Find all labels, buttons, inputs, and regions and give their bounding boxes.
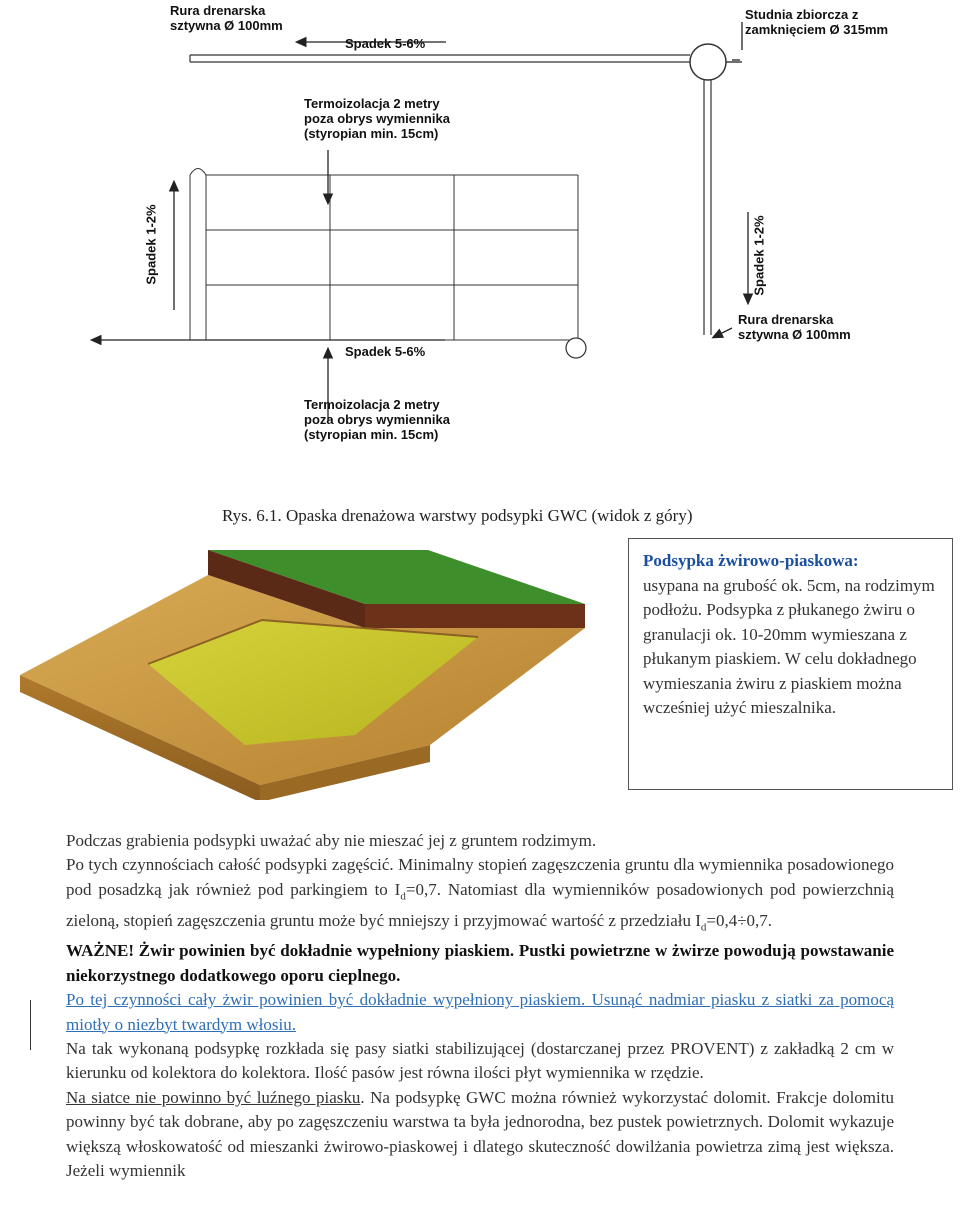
soil-layer-front: [365, 604, 585, 628]
well-label-line2: zamknięciem Ø 315mm: [745, 22, 889, 37]
arrows: [95, 22, 748, 420]
p2-part-c: =0,4÷0,7.: [706, 910, 773, 930]
slope-top-label: Spadek 5-6%: [345, 36, 426, 51]
paragraph-5: Na tak wykonaną podsypkę rozkłada się pasy siatki stabilizującej (dostarczanej przez PROVENT) z zakładką 2 cm w kierunku od kolektora do kolektora. Ilość pasów jest równa ilości płyt wymiennika w rzędzie.: [66, 1039, 894, 1083]
paragraph-2: [66, 853, 894, 939]
bottom-pipe-end-icon: [566, 338, 586, 358]
p2-sub-1: d: [400, 890, 406, 903]
right-pipe: [704, 80, 711, 335]
insulation-bottom-line3: (styropian min. 15cm): [304, 427, 439, 442]
p6-underlined: Na siatce nie powinno być luźnego piasku: [66, 1087, 361, 1107]
insulation-bottom-line2: poza obrys wymiennika: [304, 412, 450, 427]
p2-part-a: Po tych czynnościach całość podsypki zagęścić. Minimalny stopień zagęszczenia gruntu dla wymiennika posadowionego pod posadzką jak również pod parkingiem to I: [66, 855, 894, 899]
gravel-note-box: [628, 538, 953, 790]
insulation-bottom-line1: Termoizolacja 2 metry: [304, 397, 440, 412]
slope-right-label: Spadek 1-2%: [751, 215, 767, 296]
p6-rest: . Na podsypkę GWC można również wykorzystać dolomit. Frakcje dolomitu powinny być tak dobrane, aby po zagęszczeniu warstwa ta była jednorodna, bez pustek powietrznych. Dolomit wykazuje większą włoskowatość od mieszanki żwirowo-piaskowej i dlatego skuteczność dowilżania powietrza zimą jest większa. Jeżeli wymiennik: [66, 1087, 894, 1181]
pipe-top-label-line1: Rura drenarska: [170, 3, 266, 18]
note-text: usypana na grubość ok. 5cm, na rodzimym podłożu. Podsypka z płukanego żwiru o granulacji ok. 10-20mm wymieszana z płukanym piaskiem. W celu dokładnego wymieszania żwiru z piaskiem można wcześniej użyć mieszalnika.: [643, 575, 935, 717]
p2-part-b: =0,7. Natomiast dla wymienników posadowionych pod powierzchnią zieloną, stopień zagęszczenia gruntu może być mniejszy i przyjmować wartość z przedziału I: [66, 879, 895, 930]
insulation-top-label: [304, 96, 450, 141]
slope-bottom-label: Spadek 5-6%: [345, 344, 426, 359]
pipe-right-label-line2: sztywna Ø 100mm: [738, 327, 851, 342]
well-label-line1: Studnia zbiorcza z: [745, 7, 859, 22]
well-label: [745, 7, 888, 37]
paragraph-1: Podczas grabienia podsypki uważać aby nie mieszać jej z gruntem rodzimym.: [66, 831, 597, 850]
pipe-top-label: [170, 3, 283, 33]
pipe-top-label-line2: sztywna Ø 100mm: [170, 18, 283, 33]
insulation-top-line2: poza obrys wymiennika: [304, 111, 450, 126]
change-bar: [30, 1000, 31, 1050]
exchanger-outline: [190, 169, 578, 341]
warning-paragraph: WAŻNE! Żwir powinien być dokładnie wypełniony piaskiem. Pustki powietrzne w żwirze powodują powstawanie niekorzystnego dodatkowego oporu cieplnego.: [66, 941, 894, 985]
p2-sub-2: d: [700, 921, 707, 933]
figure-caption: Rys. 6.1. Opaska drenażowa warstwy podsypki GWC (widok z góry): [222, 506, 693, 525]
top-pipe: [190, 55, 690, 62]
slope-left-label: Spadek 1-2%: [143, 204, 159, 285]
insulation-top-line3: (styropian min. 15cm): [304, 126, 439, 141]
note-title: Podsypka żwirowo-piaskowa:: [643, 551, 859, 570]
body-text: [66, 829, 894, 1183]
gravel-bed-illustration: [0, 540, 620, 800]
link-paragraph[interactable]: Po tej czynności cały żwir powinien być dokładnie wypełniony piaskiem. Usunąć nadmiar piasku z siatki za pomocą miotły o niezbyt twardym włosiu.: [66, 990, 894, 1034]
paragraph-6: [66, 1086, 894, 1184]
pipe-right-label-line1: Rura drenarska: [738, 312, 834, 327]
insulation-top-line1: Termoizolacja 2 metry: [304, 96, 440, 111]
collector-well-icon: [690, 44, 726, 80]
pipe-right-label: [738, 312, 851, 342]
insulation-bottom-label: [304, 397, 450, 442]
